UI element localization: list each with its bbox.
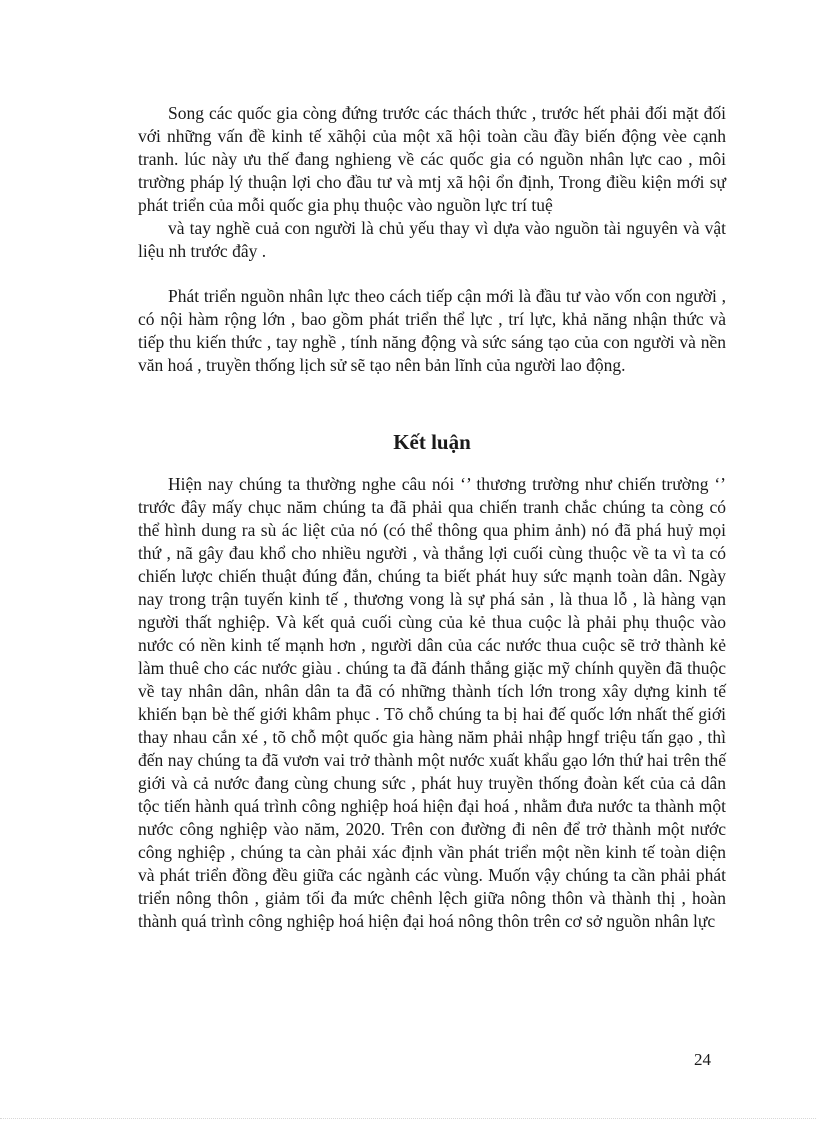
page-number: 24 bbox=[694, 1050, 711, 1069]
paragraph-human-resources: Phát triển nguồn nhân lực theo cách tiếp cận mới là đầu tư vào vốn con người , có nội hàm rộng lớn , bao gồm phát triển thể lực , trí lực, khả năng nhận thức và tiếp thu kiến thức , tay nghề , tính năng động và sức sáng tạo của con người và nền văn hoá , truyền thống lịch sử sẽ tạo nên bản lĩnh của người lao động. bbox=[138, 286, 726, 375]
heading-spacer bbox=[138, 455, 726, 473]
section-spacer bbox=[138, 377, 726, 429]
conclusion-heading: Kết luận bbox=[393, 430, 471, 454]
paragraph-spacer bbox=[138, 263, 726, 285]
page-bottom-divider bbox=[0, 1118, 816, 1119]
paragraph-intro: Song các quốc gia còng đứng trước các thách thức , trước hết phải đối mặt đối với những vấn đề kinh tế xãhội của một xã hội toàn cầu đầy biến động vèe cạnh tranh. lúc này ưu thế đang nghieng về các quốc gia có nguồn nhân lực cao , môi trường pháp lý thuận lợi cho đầu tư và mtj xã hội ổn định, Trong điều kiện mới sự phát triển của mỗi quốc gia phụ thuộc vào nguồn lực trí tuệ bbox=[138, 103, 726, 215]
page-content bbox=[138, 102, 726, 933]
paragraph-conclusion: Hiện nay chúng ta thường nghe câu nói ‘’ thương trường như chiến trường ‘’ trước đây mấy chục năm chúng ta đã phải qua chiến tranh chắc chúng ta còng có thể hình dung ra sù ác liệt của nó (có thể thông qua phim ảnh) nó đã phá huỷ mọi thứ , nã gây đau khổ cho nhiều người , và thắng lợi cuối cùng thuộc về ta vì ta có chiến lược chiến thuật đúng đắn, chúng ta biết phát huy sức mạnh toàn dân. Ngày nay trong trận tuyến kinh tế , thương vong là sự phá sản , là thua lỗ , là hàng vạn người thất nghiệp. Và kết quả cuối cùng của kẻ thua cuộc là phải phụ thuộc vào nước có nền kinh tế mạnh hơn , người dân của các nước thua cuộc sẽ trở thành kẻ làm thuê cho các nước giàu . chúng ta đã đánh thắng giặc mỹ chính quyền đã thuộc về tay nhân dân, nhân dân ta đã có những thành tích lớn trong xây dựng kinh tế khiến bạn bè thế giới khâm phục . Tõ chỗ chúng ta bị hai đế quốc lớn nhất thế giới thay nhau cắn xé , tõ chỗ một quốc gia hàng năm phải nhập hngf triệu tấn gạo , thì đến nay chúng ta đã vươn vai trở thành một nước xuất khẩu gạo lớn thứ hai trên thế giới và cả nước đang cùng chung sức , phát huy truyền thống đoàn kết của cả dân tộc tiến hành quá trình công nghiệp hoá hiện đại hoá , nhằm đưa nước ta thành một nước công nghiệp vào năm, 2020. Trên con đường đi nên để trở thành một nước công nghiệp , chúng ta càn phải xác định vần phát triển một nền kinh tế toàn diện và phát triển đồng đều giữa các ngành các vùng. Muốn vậy chúng ta cần phải phát triển nông thôn , giảm tối đa mức chênh lệch giữa nông thôn và thành thị , hoàn thành quá trình công nghiệp hoá hiện đại hoá nông thôn trên cơ sở nguồn nhân lực bbox=[138, 474, 726, 931]
paragraph-intro-continued: và tay nghề cuả con người là chủ yếu thay vì dựa vào nguồn tài nguyên và vật liệu nh trước đây . bbox=[138, 218, 726, 261]
